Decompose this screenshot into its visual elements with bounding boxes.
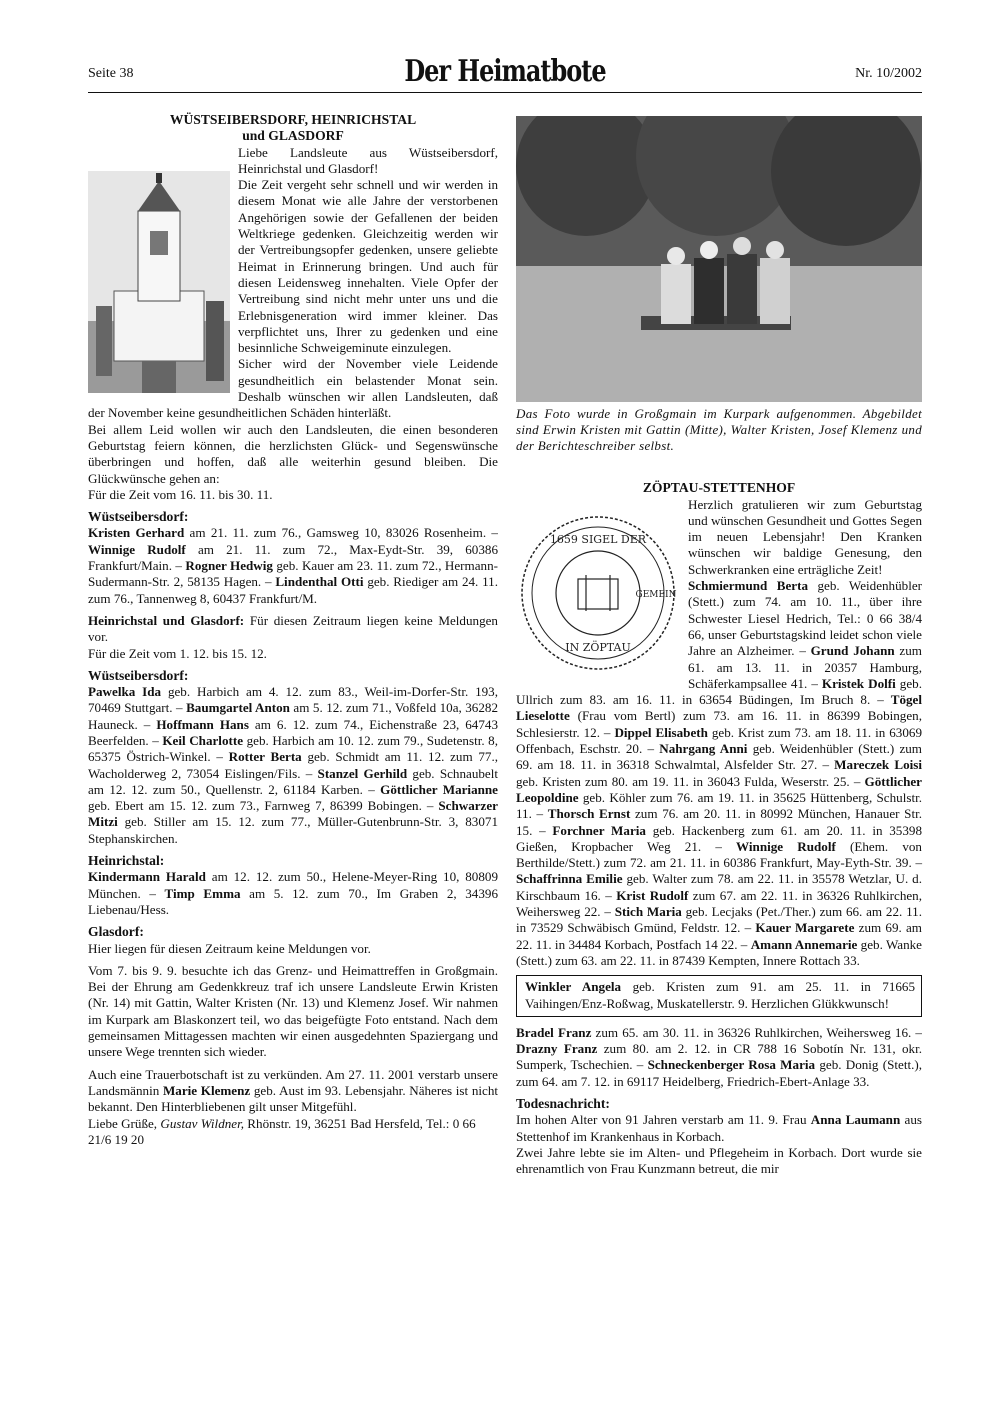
death-notice-continued: Zwei Jahre lebte sie im Alten- und Pflegeheim in Korbach. Dort wurde sie ehrenamtlich von Frau Kunzmann betreut, die mir [516, 1144, 922, 1177]
person-name: Dippel Elisabeth [614, 724, 708, 740]
intro-text: Liebe Landsleute aus Wüstseibersdorf, Heinrichstal und Glasdorf! [238, 144, 498, 176]
church-photo [88, 171, 230, 393]
person-name: Pawelka Ida [88, 684, 162, 700]
author-name: Gustav Wildner, [160, 1115, 245, 1131]
signature: Liebe Grüße, Gustav Wildner, Rhönstr. 19, 36251 Bad Hersfeld, Tel.: 0 66 21/6 19 20 [88, 1115, 476, 1147]
subheading-wuestseibersdorf: Wüstseibersdorf: [88, 667, 189, 683]
page-number: Seite 38 [88, 66, 134, 81]
person-name: Krist Rudolf [616, 887, 689, 903]
person-name: Stanzel Gerhild [317, 765, 408, 781]
birthday-list: Kindermann Harald am 12. 12. zum 50., Helene-Meyer-Ring 10, 80809 München. – Timp Emma am 5. 12. zum 70., Im Graben 2, 34396 Liebenau/Hess. [88, 869, 498, 917]
person-name: Forchner Maria [552, 822, 646, 838]
person-name: Göttlicher Leopoldine [516, 773, 922, 805]
person-name: Marie Klemenz [162, 1082, 251, 1098]
person-name: Rotter Berta [228, 749, 302, 765]
person-name: Drazny Franz [516, 1041, 598, 1057]
person-name: Stich Maria [614, 904, 682, 920]
person-name: Schneckenberger Rosa Maria [647, 1057, 816, 1073]
birthday-list: Kristen Gerhard am 21. 11. zum 76., Gamsweg 10, 83026 Rosenheim. – Winnige Rudolf am 21. 11. zum 72., Max-Eydt-Str. 39, 60386 Frankfurt/Main. – Rogner Hedwig geb. Kauer am 23. 11. zum 72., Hermann-Sudermann-Str. 2, 58135 Hagen. – Lindenthal Otti geb. Riediger am 24. 11. zum 76., Tannenweg 8, 60437 Frankfurt/M. [88, 525, 498, 606]
section-title-line2: und GLASDORF [242, 128, 344, 144]
period-label: Für die Zeit vom 1. 12. bis 15. 12. [88, 645, 267, 661]
person-name: Rogner Hedwig [185, 558, 273, 574]
person-name: Göttlicher Marianne [380, 781, 498, 797]
seal-text-side: GEMEIN [635, 589, 677, 600]
death-notice: Im hohen Alter von 91 Jahren verstarb am 11. 9. Frau Anna Laumann aus Stettenhof im Krankenhaus in Korbach. [516, 1112, 923, 1144]
header-rule [88, 92, 922, 93]
person-name: Mareczek Loisi [834, 757, 922, 773]
congratulations-intro: Herzlich gratulieren wir zum Geburtstag und wünschen Gesundheit und Gottes Segen im neuen Lebensjahr! Den Kranken wünschen wir baldige Genesung, den Schwerkranken eine erträgliche Zeit! [688, 496, 922, 577]
paragraph-meeting: Vom 7. bis 9. 9. besuchte ich das Grenz- und Heimattreffen in Großgmain. Bei der Ehrung am Gedenkkreuz traf ich unsere Landsleute Erwin Kristen (Nr. 14) mit Gattin, Walter Kristen (Nr. 13) und Klemenz Josef. Wir nahmen im Kurpark am Blaskonzert teil, wo das beigefügte Foto entstand. Nach dem gemeinsamen Mittagessen machten wir einen ausgedehnten Spaziergang und unsere Wege trennten sich wieder. [88, 962, 498, 1060]
person-name: Winkler Angela [525, 979, 622, 995]
period-label: Für die Zeit vom 16. 11. bis 30. 11. [88, 486, 273, 502]
person-name: Thorsch Ernst [547, 806, 631, 822]
person-name: Winnige Rudolf [736, 838, 836, 854]
person-name: Anna Laumann [810, 1112, 901, 1128]
person-name: Tögel Lieselotte [516, 692, 922, 724]
person-name: Winnige Rudolf [88, 541, 186, 557]
right-column [516, 116, 922, 1177]
person-name: Schwarzer Mitzi [88, 798, 498, 830]
paragraph-november: Sicher wird der November viele Leidende gesundheitlich ein belastender Monat sein. Deshalb wünschen wir allen Landsleuten, daß der November keine gesundheitlichen Schäden hinterläßt. [88, 356, 498, 421]
paragraph-memorial: Die Zeit vergeht sehr schnell und wir werden in diesem Monat wie alle Jahre der verstorbenen Angehörigen sowie der Gefallenen der beiden Weltkriege gedenken. Gleichzeitig werden wir der Vertreibungsopfer gedenken, unsere geliebte Heimat in Erinnerung bringen. Und auch für diesen Leidensweg innehalten. Viele Opfer der Vertreibung sind nicht mehr unter uns und die Erlebnisgeneration wird immer kleiner. Das verpflichtet uns, Ihrer zu gedenken und eine besinnliche Schweigeminute einzulegen. [238, 177, 498, 356]
person-name: Kristek Dolfi [821, 675, 896, 691]
glasdorf-note: Hier liegen für diesen Zeitraum keine Meldungen vor. [88, 940, 371, 956]
page-header [88, 52, 922, 90]
section-title: ZÖPTAU-STETTENHOF [642, 480, 796, 496]
person-name: Hoffmann Hans [156, 716, 249, 732]
issue-number: Nr. 10/2002 [855, 66, 922, 81]
person-name: Kristen Gerhard [88, 525, 185, 541]
highlight-box: Winkler Angela geb. Kristen zum 91. am 25. 11. in 71665 Vaihingen/Enz-Roßwag, Muskatellerstr. 9. Herzlichen Glükkwunsch! [516, 975, 922, 1017]
person-name: Bradel Franz [516, 1024, 592, 1040]
photo-caption: Das Foto wurde in Großgmain im Kurpark aufgenommen. Abgebildet sind Erwin Kristen mit Gattin (Mitte), Walter Kristen, Josef Klemenz und der Berichteschreiber selbst. [516, 406, 922, 454]
section-title: WÜSTSEIBERSDORF, HEINRICHSTAL [169, 112, 417, 127]
subheading-glasdorf: Glasdorf: [88, 924, 144, 940]
birthday-list: Schmiermund Berta geb. Weidenhübler (Stett.) zum 74. am 10. 11., über ihre Schwester Liesel Hedrich, Tel.: 0 66 38/4 66, unser Geburtstagskind leidet schon viele Jahre an Alzheimer. – Grund Johann zum 61. am 13. 11. in 20357 Hamburg, Schäferkampsallee 41. – Kristek Dolfi geb. Ullrich zum 83. am 16. 11. in 63654 Büdingen, Im Bruch 8. – Tögel Lieselotte (Frau vom Bertl) zum 73. am 16. 11. in 86399 Bobingen, Schlesierstr. 12. – Dippel Elisabeth geb. Krist zum 73. am 18. 11. in 63069 Offenbach, Eschstr. 20. – Nahrgang Anni geb. Weidenhübler (Stett.) zum 69. am 18. 11. in 36318 Schwalmtal, Alsfelder Str. 27. – Mareczek Loisi geb. Kristen zum 80. am 19. 11. in 36043 Fulda, Weserstr. 25. – Göttlicher Leopoldine geb. Köhler zum 76. am 19. 11. in 35625 Hüttenberg, Schulstr. 11. – Thorsch Ernst zum 76. am 20. 11. in 80992 München, Hanauer Str. 15. – Forchner Maria geb. Hackenberg zum 61. am 20. 11. in 35398 Gießen, Kropbacher Weg 21. – Winnige Rudolf (Ehem. von Berthilde/Stett.) zum 72. am 21. 11. in 60386 Frankfurt, May-Eyth-Str. 39. – Schaffrinna Emilie geb. Walter zum 78. am 22. 11. in 35578 Wetzlar, U. d. Kirschbaum 16. – Krist Rudolf zum 67. am 22. 11. in 36326 Ruhlkirchen, Weihersweg 22. – Stich Maria geb. Lecjaks (Pet./Ther.) zum 66. am 22. 11. in 73529 Schwäbisch Gmünd, Feldstr. 12. – Kauer Margarete zum 69. am 22. 11. in 34484 Korbach, Postfach 14 22. – Amann Annemarie geb. Wanke (Stett.) zum 63. am 22. 11. in 87439 Kempten, Innere Rottach 33. [516, 578, 923, 968]
no-reports-note: Heinrichstal und Glasdorf: Für diesen Zeitraum liegen keine Meldungen vor. [88, 612, 498, 645]
masthead: Der Heimatbote [404, 52, 606, 89]
person-name: Schmiermund Berta [688, 578, 809, 594]
person-name: Amann Annemarie [750, 936, 858, 952]
birthday-list: Bradel Franz zum 65. am 30. 11. in 36326 Ruhlkirchen, Weihersweg 16. – Drazny Franz zum 80. am 2. 12. in CR 788 16 Sobotín Nr. 131, okr. Sumperk, Tschechien. – Schneckenberger Rosa Maria geb. Donig (Stett.), zum 64. am 7. 12. in 69117 Heidelberg, Friedrich-Ebert-Anlage 33. [516, 1024, 922, 1089]
person-name: Kindermann Harald [88, 869, 206, 885]
person-name: Kauer Margarete [755, 920, 855, 936]
person-name: Keil Charlotte [162, 732, 244, 748]
person-name: Nahrgang Anni [659, 741, 748, 757]
group-photo [516, 116, 922, 402]
municipal-seal [516, 509, 680, 677]
person-name: Schaffrinna Emilie [516, 871, 623, 887]
person-name: Lindenthal Otti [275, 574, 364, 590]
birthday-list: Pawelka Ida geb. Harbich am 4. 12. zum 83., Weil-im-Dorfer-Str. 193, 70469 Stuttgart. – Baumgartel Anton am 5. 12. zum 71., Voßfeld 10a, 36282 Hauneck. – Hoffmann Hans am 6. 12. zum 74., Eichenstraße 23, 64743 Beerfelden. – Keil Charlotte geb. Harbich am 10. 12. zum 79., Sudetenstr. 8, 65375 Östrich-Winkel. – Rotter Berta geb. Schmidt am 11. 12. zum 77., Wacholderweg 2, 73054 Eislingen/Fils. – Stanzel Gerhild geb. Schnaubelt am 12. 12. zum 50., Quellenstr. 2, 61184 Karben. – Göttlicher Marianne geb. Ebert am 15. 12. zum 73., Farnweg 7, 86399 Bobingen. – Schwarzer Mitzi geb. Stiller am 15. 12. zum 77., Müller-Gutenbrunn-Str. 3, 83071 Stephanskirchen. [88, 684, 499, 846]
person-name: Baumgartel Anton [186, 700, 290, 716]
left-column [88, 112, 498, 1148]
seal-text-bottom: IN ZÖPTAU [565, 640, 631, 654]
seal-text-top: 1659 SIGEL DER [549, 532, 647, 546]
subheading-heinrichstal: Heinrichstal: [88, 853, 165, 869]
subheading-death-notice: Todesnachricht: [516, 1095, 610, 1111]
paragraph-obituary: Auch eine Trauerbotschaft ist zu verkünden. Am 27. 11. 2001 verstarb unsere Landsmännin Marie Klemenz geb. Aust im 93. Lebensjahr. Näheres ist nicht bekannt. Den Hinterbliebenen gilt unser Mitgefühl. [88, 1066, 499, 1115]
paragraph-greetings: Bei allem Leid wollen wir auch den Landsleuten, die einen besonderen Geburtstag feiern können, die herzlichsten Glück- und Segenswünsche überbringen und hoffen, daß alle weiterhin gesund bleiben. Die Glückwünsche gehen an: [88, 421, 498, 486]
person-name: Timp Emma [164, 885, 241, 901]
person-name: Grund Johann [810, 643, 895, 659]
subheading-wuestseibersdorf: Wüstseibersdorf: [88, 509, 189, 525]
